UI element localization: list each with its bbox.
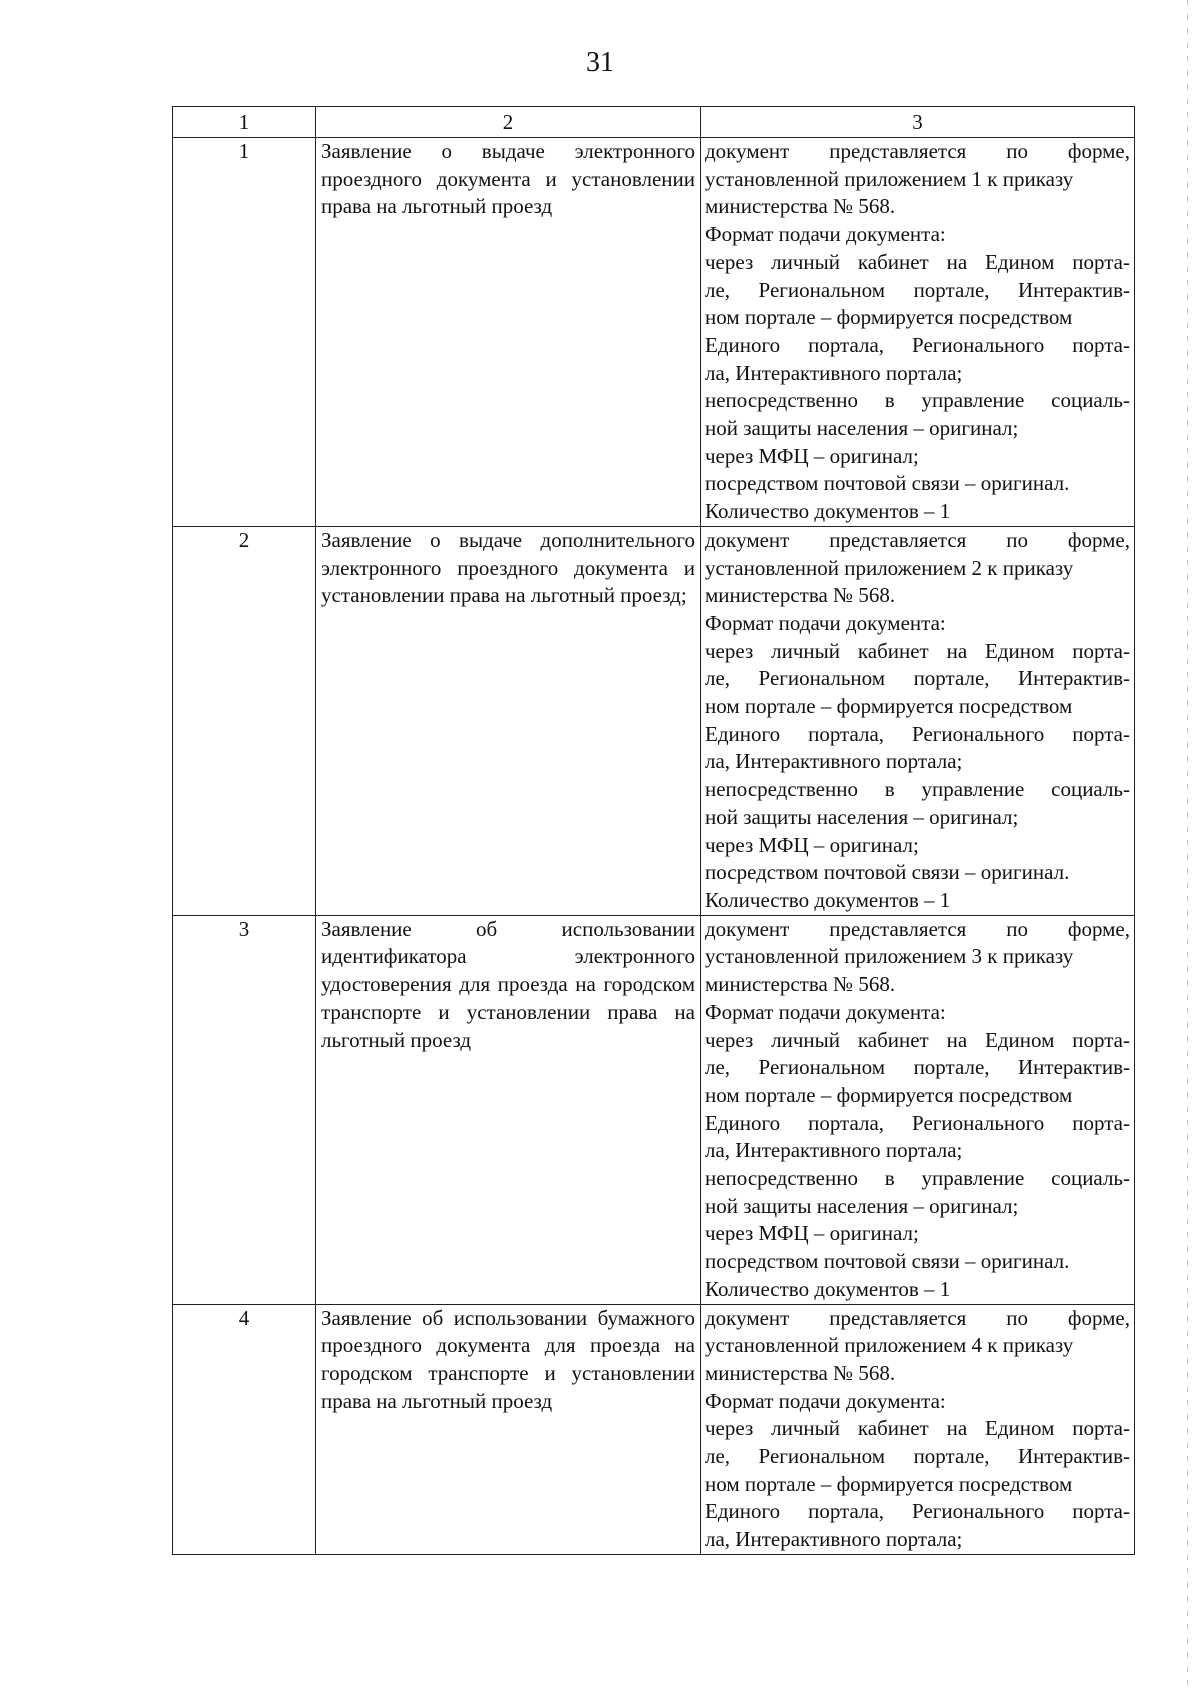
requirement-line: ной защиты населения – оригинал;	[705, 416, 1019, 441]
requirement-line: ла, Интерактивного портала;	[705, 1138, 963, 1163]
requirement-line: посредством почтовой связи – оригинал.	[705, 1249, 1070, 1274]
requirement-line: непосредственно в управление социаль-	[705, 1166, 1130, 1191]
requirement-line: посредством почтовой связи – оригинал.	[705, 860, 1070, 885]
requirement-line: через личный кабинет на Едином порта-	[705, 638, 1130, 663]
requirement-line: министерства № 568.	[705, 972, 896, 997]
requirement-line: через личный кабинет на Едином порта-	[705, 1027, 1130, 1052]
requirement-line: Формат подачи документа:	[705, 222, 946, 247]
requirement-line: министерства № 568.	[705, 1360, 896, 1385]
requirements-table	[172, 106, 1135, 1555]
column-header-2: 2	[316, 107, 701, 138]
requirement-line: через МФЦ – оригинал;	[705, 443, 919, 468]
header-row	[173, 107, 1135, 138]
page-number: 31	[586, 47, 614, 78]
document-name: Заявление об использовании идентификатора электронного удостоверения для проезда на городском транспорте и установлении права на льготный проезд	[316, 915, 701, 1304]
row-number: 3	[173, 915, 316, 1304]
requirement-line: установленной приложением 3 к приказу	[705, 944, 1074, 969]
requirement-line: ле, Региональном портале, Интерактив-	[705, 277, 1130, 302]
requirement-line: Количество документов – 1	[705, 499, 951, 524]
requirement-line: установленной приложением 4 к приказу	[705, 1333, 1074, 1358]
requirement-line: Единого портала, Регионального порта-	[705, 721, 1130, 746]
requirement-line: министерства № 568.	[705, 583, 896, 608]
table-header	[173, 107, 1135, 138]
requirement-line: Количество документов – 1	[705, 1276, 951, 1301]
table-body	[173, 138, 1135, 1555]
table-row	[173, 526, 1135, 915]
requirement-line: документ представляется по форме,	[705, 916, 1130, 941]
row-number: 2	[173, 526, 316, 915]
requirement-line: через МФЦ – оригинал;	[705, 1221, 919, 1246]
requirement-line: документ представляется по форме,	[705, 139, 1130, 163]
requirement-line: посредством почтовой связи – оригинал.	[705, 471, 1070, 496]
requirement-line: через личный кабинет на Едином порта-	[705, 249, 1130, 274]
requirement-line: ном портале – формируется посредством	[705, 1082, 1073, 1107]
requirement-line: документ представляется по форме,	[705, 527, 1130, 552]
column-header-3: 3	[701, 107, 1135, 138]
requirement-line: непосредственно в управление социаль-	[705, 777, 1130, 802]
document-requirements	[701, 138, 1135, 527]
requirement-line: через личный кабинет на Едином порта-	[705, 1416, 1130, 1441]
requirement-line: ла, Интерактивного портала;	[705, 749, 963, 774]
document-name: Заявление о выдаче электронного проездного документа и установлении права на льготный проезд	[316, 138, 701, 527]
requirement-line: ле, Региональном портале, Интерактив-	[705, 666, 1130, 691]
table-row	[173, 915, 1135, 1304]
requirement-line: через МФЦ – оригинал;	[705, 832, 919, 857]
requirement-line: Формат подачи документа:	[705, 1388, 946, 1413]
requirement-line: Формат подачи документа:	[705, 610, 946, 635]
requirement-line: ла, Интерактивного портала;	[705, 1527, 963, 1552]
requirement-line: ном портале – формируется посредством	[705, 1471, 1073, 1496]
requirement-line: ной защиты населения – оригинал;	[705, 1193, 1019, 1218]
table-row	[173, 1304, 1135, 1554]
document-requirements	[701, 1304, 1135, 1554]
document-requirements	[701, 526, 1135, 915]
row-number: 1	[173, 138, 316, 527]
table-row	[173, 138, 1135, 527]
requirement-line: ном портале – формируется посредством	[705, 305, 1073, 330]
requirement-line: Формат подачи документа:	[705, 999, 946, 1024]
requirement-line: непосредственно в управление социаль-	[705, 388, 1130, 413]
row-number: 4	[173, 1304, 316, 1554]
requirement-line: ле, Региональном портале, Интерактив-	[705, 1444, 1130, 1469]
requirement-line: ном портале – формируется посредством	[705, 694, 1073, 719]
requirement-line: Единого портала, Регионального порта-	[705, 1499, 1130, 1524]
requirement-line: ной защиты населения – оригинал;	[705, 804, 1019, 829]
requirement-line: документ представляется по форме,	[705, 1305, 1130, 1330]
requirement-line: установленной приложением 1 к приказу	[705, 166, 1074, 191]
requirement-line: установленной приложением 2 к приказу	[705, 555, 1074, 580]
requirement-line: ле, Региональном портале, Интерактив-	[705, 1055, 1130, 1080]
document-name: Заявление о выдаче дополнительного электронного проездного документа и установлении права на льготный проезд;	[316, 526, 701, 915]
requirement-line: Количество документов – 1	[705, 887, 951, 912]
document-requirements	[701, 915, 1135, 1304]
requirement-line: Единого портала, Регионального порта-	[705, 1110, 1130, 1135]
column-header-1: 1	[173, 107, 316, 138]
requirement-line: министерства № 568.	[705, 194, 896, 219]
requirement-line: ла, Интерактивного портала;	[705, 360, 963, 385]
document-name: Заявление об использовании бумажного проездного документа для проезда на городском транспорте и установлении права на льготный проезд	[316, 1304, 701, 1554]
requirement-line: Единого портала, Регионального порта-	[705, 332, 1130, 357]
scan-edge-artifact	[1187, 0, 1188, 1694]
